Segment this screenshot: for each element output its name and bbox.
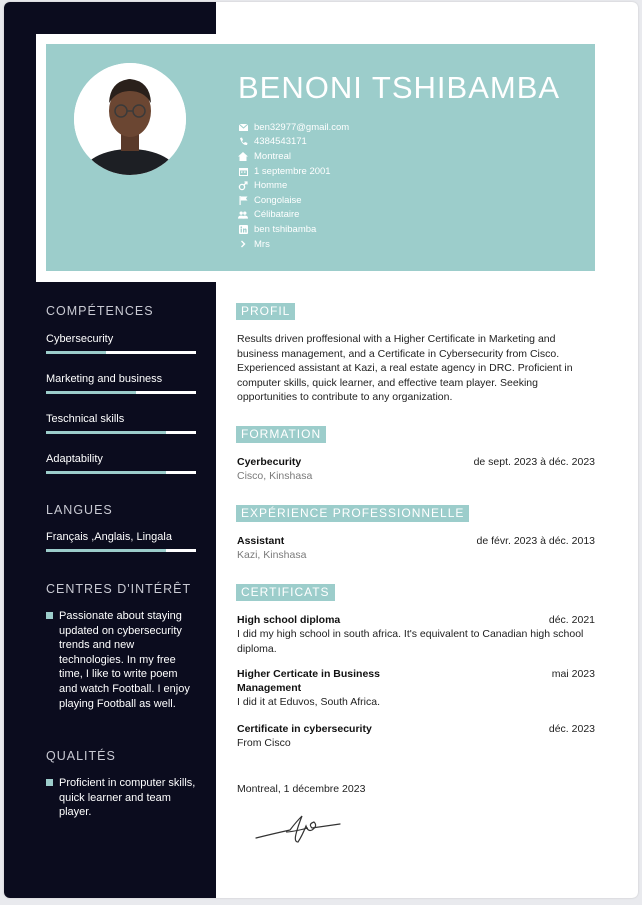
contact-nationality: Congolaise bbox=[238, 193, 349, 208]
qualities-item bbox=[46, 776, 196, 820]
skill-bar-fill bbox=[46, 431, 166, 434]
skill-bar-fill bbox=[46, 351, 106, 354]
contact-marital-status: Célibataire bbox=[238, 208, 349, 223]
entry-title: High school diploma bbox=[237, 614, 341, 626]
entry-description: I did my high school in south africa. It's equivalent to Canadian high school diploma. bbox=[237, 628, 584, 655]
entry-title: Certificate in cybersecurity bbox=[237, 723, 372, 735]
entry-title: Assistant bbox=[237, 535, 285, 547]
entry-date: mai 2023 bbox=[551, 668, 595, 680]
gender-icon bbox=[238, 181, 248, 191]
skill-bar bbox=[46, 471, 196, 474]
language-label: Français ,Anglais, Lingala bbox=[46, 531, 172, 543]
skills-title: COMPÉTENCES bbox=[46, 304, 154, 318]
languages-title: LANGUES bbox=[46, 503, 113, 517]
experience-title: EXPÉRIENCE PROFESSIONNELLE bbox=[236, 505, 469, 522]
phone-icon bbox=[238, 137, 248, 146]
skill-item bbox=[46, 333, 196, 354]
skill-bar bbox=[46, 391, 196, 394]
resume-page bbox=[4, 2, 638, 898]
certificate-entry bbox=[237, 722, 595, 751]
language-bar-fill bbox=[46, 549, 166, 552]
interests-text: Passionate about staying updated on cybersecurity trends and new technologies. In my free time, I like to write poem and watch Football. I enjoy playing Football as well. bbox=[59, 610, 190, 710]
skill-label: Teschnical skills bbox=[46, 413, 125, 425]
certificate-entry bbox=[237, 613, 595, 656]
chevron-right-icon bbox=[238, 240, 248, 248]
skill-bar-fill bbox=[46, 471, 166, 474]
language-item bbox=[46, 531, 196, 552]
skill-item bbox=[46, 453, 196, 474]
calendar-icon bbox=[238, 167, 248, 176]
entry-date: déc. 2023 bbox=[548, 723, 595, 735]
skill-item bbox=[46, 373, 196, 394]
contact-birthdate: 1 septembre 2001 bbox=[238, 164, 349, 179]
entry-title: Cyerbecurity bbox=[237, 456, 302, 468]
skill-bar bbox=[46, 431, 196, 434]
contact-title: Mrs bbox=[238, 237, 349, 252]
entry-place: Cisco, Kinshasa bbox=[237, 470, 313, 482]
linkedin-icon bbox=[238, 225, 248, 234]
users-icon bbox=[238, 211, 248, 219]
skill-bar-fill bbox=[46, 391, 136, 394]
profile-photo bbox=[74, 63, 186, 175]
entry-description: From Cisco bbox=[237, 737, 291, 749]
contact-city: Montreal bbox=[238, 149, 349, 164]
formation-title: FORMATION bbox=[236, 426, 326, 443]
skill-label: Adaptability bbox=[46, 453, 103, 465]
qualities-text: Proficient in computer skills, quick learner and team player. bbox=[59, 777, 196, 819]
envelope-icon bbox=[238, 124, 248, 131]
contact-list bbox=[238, 120, 349, 251]
entry-title: Higher Certicate in Business Management bbox=[237, 668, 380, 694]
skill-item bbox=[46, 413, 196, 434]
entry-date: de sept. 2023 à déc. 2023 bbox=[473, 456, 595, 468]
interests-title: CENTRES D'INTÉRÊT bbox=[46, 582, 192, 596]
certificate-entry bbox=[237, 667, 595, 710]
skill-bar bbox=[46, 351, 196, 354]
qualities-title: QUALITÉS bbox=[46, 749, 116, 763]
skill-label: Marketing and business bbox=[46, 373, 163, 385]
contact-linkedin: ben tshibamba bbox=[238, 222, 349, 237]
contact-email: ben32977@gmail.com bbox=[238, 120, 349, 135]
bullet-square bbox=[46, 612, 53, 619]
place-and-date: Montreal, 1 décembre 2023 bbox=[237, 783, 366, 795]
entry-date: de févr. 2023 à déc. 2013 bbox=[476, 535, 595, 547]
signature bbox=[252, 808, 352, 853]
experience-entry bbox=[237, 534, 595, 562]
header bbox=[46, 44, 595, 271]
bullet-square bbox=[46, 779, 53, 786]
language-bar bbox=[46, 549, 196, 552]
contact-gender: Homme bbox=[238, 178, 349, 193]
profile-text: Results driven proffesional with a Higher Certificate in Marketing and business management, and a Certificate in Cybersecurity from Cisco. Experienced assistant at Kazi, a real estate agency in DRC. Proficient in computer skills, quick learner, and effective team player. Seeking opportunities to contribute to any organization. bbox=[237, 333, 573, 404]
flag-icon bbox=[238, 196, 248, 205]
entry-description: I did it at Eduvos, South Africa. bbox=[237, 696, 380, 708]
entry-date: déc. 2021 bbox=[548, 614, 595, 626]
interests-item bbox=[46, 609, 196, 711]
full-name: BENONI TSHIBAMBA bbox=[238, 70, 561, 105]
entry-place: Kazi, Kinshasa bbox=[237, 549, 307, 561]
formation-entry bbox=[237, 455, 595, 483]
contact-phone: 4384543171 bbox=[238, 135, 349, 150]
profile-title: PROFIL bbox=[236, 303, 295, 320]
certificates-title: CERTIFICATS bbox=[236, 584, 335, 601]
home-icon bbox=[238, 152, 248, 161]
skill-label: Cybersecurity bbox=[46, 333, 114, 345]
